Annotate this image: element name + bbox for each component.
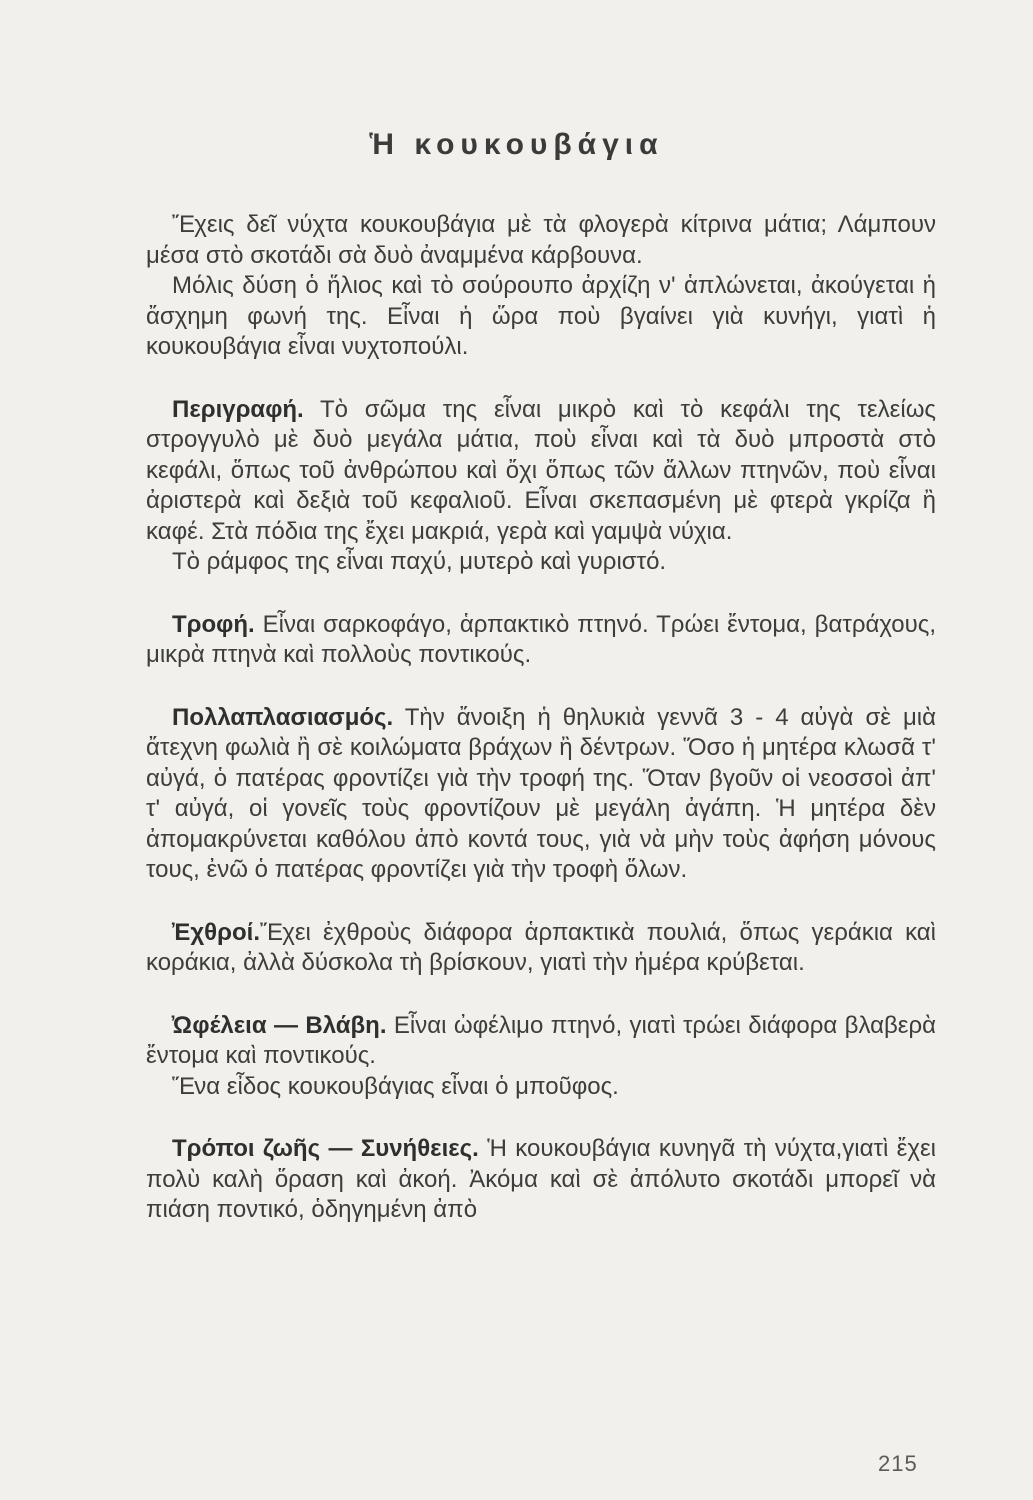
section-heading: Τροφή.	[172, 610, 255, 638]
section-heading: Πολλαπλασιασμός.	[172, 703, 394, 731]
section-text: Ἔχει ἐχθροὺς διάφορα ἁρπακτικὰ πουλιά, ὅπως γεράκια καὶ κοράκια, ἀλλὰ δύσκολα τὴ βρίσκουν, γιατὶ τὴν ἡμέρα κρύβεται.	[146, 918, 936, 976]
section-text: Τὸ σῶμα της εἶναι μικρὸ καὶ τὸ κεφάλι της τελείως στρογγυλὸ μὲ δυὸ μεγάλα μάτια, ποὺ εἶναι καὶ τὰ δυὸ μπροστὰ στὸ κεφάλι, ὅπως τοῦ ἀνθρώπου καὶ ὄχι ὅπως τῶν ἄλλων πτηνῶν, ποὺ εἶναι ἀριστερὰ καὶ δεξιὰ τοῦ κεφαλιοῦ. Εἶναι σκεπασμένη μὲ φτερὰ γκρίζα ἢ καφέ. Στὰ πόδια της ἔχει μακριά, γερὰ καὶ γαμψὰ νύχια.	[146, 395, 936, 545]
section-description	[146, 395, 936, 548]
section-habits	[146, 1134, 936, 1226]
section-enemies	[146, 918, 936, 979]
section-heading: Ὠφέλεια — Βλάβη.	[172, 1011, 387, 1039]
section-benefit-harm-extra: Ἕνα εἶδος κουκουβάγιας εἶναι ὁ μποῦφος.	[172, 1072, 619, 1100]
section-gap	[146, 1102, 936, 1134]
section-text: Τὴν ἄνοιξη ἡ θηλυκιὰ γεννᾶ 3 - 4 αὐγὰ σὲ μιὰ ἄτεχνη φωλιὰ ἢ σὲ κοιλώματα βράχων ἢ δέντρων. Ὅσο ἡ μητέρα κλωσᾶ τ' αὐγά, ὁ πατέρας φροντίζει γιὰ τὴν τροφή της. Ὅταν βγοῦν οἱ νεοσσοὶ ἀπ' τ' αὐγά, οἱ γονεῖς τοὺς φροντίζουν μὲ μεγάλη ἀγάπη. Ἡ μητέρα δὲν ἀπομακρύνεται καθόλου ἀπὸ κοντά τους, γιὰ νὰ μὴν τοὺς ἀφήση μόνους τους, ἐνῶ ὁ πατέρας φροντίζει γιὰ τὴν τροφὴ ὅλων.	[146, 703, 936, 883]
section-text: Εἶναι σαρκοφάγο, ἁρπακτικὸ πτηνό. Τρώει ἔντομα, βατράχους, μικρὰ πτηνὰ καὶ πολλοὺς ποντικούς.	[146, 610, 936, 668]
intro-paragraph-2: Μόλις δύση ὁ ἥλιος καὶ τὸ σούρουπο ἀρχίζη ν' ἁπλώνεται, ἀκούγεται ἡ ἄσχημη φωνή της. Εἶναι ἡ ὥρα ποὺ βγαίνει γιὰ κυνήγι, γιατὶ ἡ κουκουβάγια εἶναι νυχτοπούλι.	[146, 272, 936, 360]
section-heading: Ἐχθροί.	[172, 918, 260, 946]
page-number: 215	[878, 1451, 918, 1476]
section-gap	[146, 363, 936, 395]
page-title: Ἡ κουκουβάγια	[369, 128, 664, 161]
section-gap	[146, 578, 936, 610]
section-text: Εἶναι ὠφέλιμο πτηνό, γιατὶ τρώει διάφορα βλαβερὰ ἔντομα καὶ ποντικούς.	[146, 1011, 936, 1069]
section-text: Ἡ κουκουβάγια κυνηγᾶ τὴ νύχτα,γιατὶ ἔχει πολὺ καλὴ ὅραση καὶ ἀκοή. Ἀκόμα καὶ σὲ ἀπόλυτο σκοτάδι μπορεῖ νὰ πιάση ποντικό, ὁδηγημένη ἀπὸ	[146, 1135, 937, 1223]
section-description-extra: Τὸ ράμφος της εἶναι παχύ, μυτερὸ καὶ γυριστό.	[172, 548, 667, 575]
section-food	[146, 610, 936, 671]
section-heading: Περιγραφή.	[172, 395, 304, 423]
section-gap	[146, 886, 936, 918]
intro-paragraph-1: Ἔχεις δεῖ νύχτα κουκουβάγια μὲ τὰ φλογερὰ κίτρινα μάτια; Λάμπουν μέσα στὸ σκοτάδι σὰ δυὸ ἀναμμένα κάρβουνα.	[146, 211, 936, 269]
section-heading: Τρόποι ζωῆς — Συνήθειες.	[172, 1135, 479, 1162]
section-gap	[146, 979, 936, 1011]
body-text	[146, 210, 936, 1226]
section-benefit-harm	[146, 1011, 936, 1072]
section-gap	[146, 671, 936, 703]
section-reproduction	[146, 703, 936, 886]
